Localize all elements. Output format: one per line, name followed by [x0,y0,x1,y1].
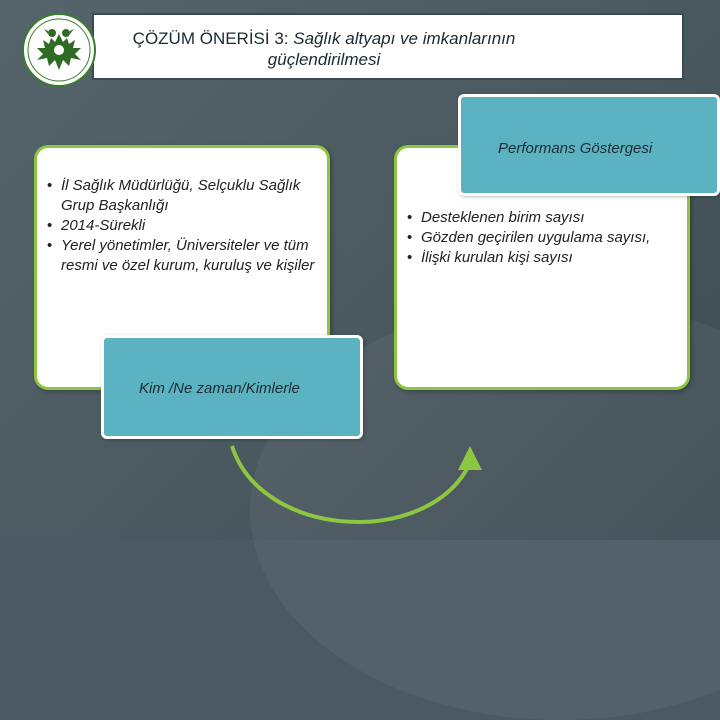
list-item: • Yerel yönetimler, Üniversiteler ve tüm resmi ve özel kurum, kuruluş ve kişiler [45,236,325,276]
list-item: • İl Sağlık Müdürlüğü, Selçuklu Sağlık Grup Başkanlığı [45,176,325,216]
title-box [92,13,684,80]
title-text: Sağlık altyapı ve imkanlarının güçlendirilmesi [267,29,516,69]
performance-label: Performans Göstergesi [498,140,653,157]
who-when-label: Kim /Ne zaman/Kimlerle [139,380,300,397]
list-item: • Gözden geçirilen uygulama sayısı, [405,228,685,248]
seljuk-eagle-logo-icon [21,12,97,88]
page-title [114,28,534,70]
title-prefix: ÇÖZÜM ÖNERİSİ 3: [132,29,289,48]
list-item: • Desteklenen birim sayısı [405,208,685,228]
list-item: • İlişki kurulan kişi sayısı [405,248,685,268]
performance-label-box [458,94,720,196]
indicators-list [405,208,685,268]
responsible-list [45,176,325,276]
list-item: • 2014-Sürekli [45,216,325,236]
who-when-label-box [101,335,363,439]
